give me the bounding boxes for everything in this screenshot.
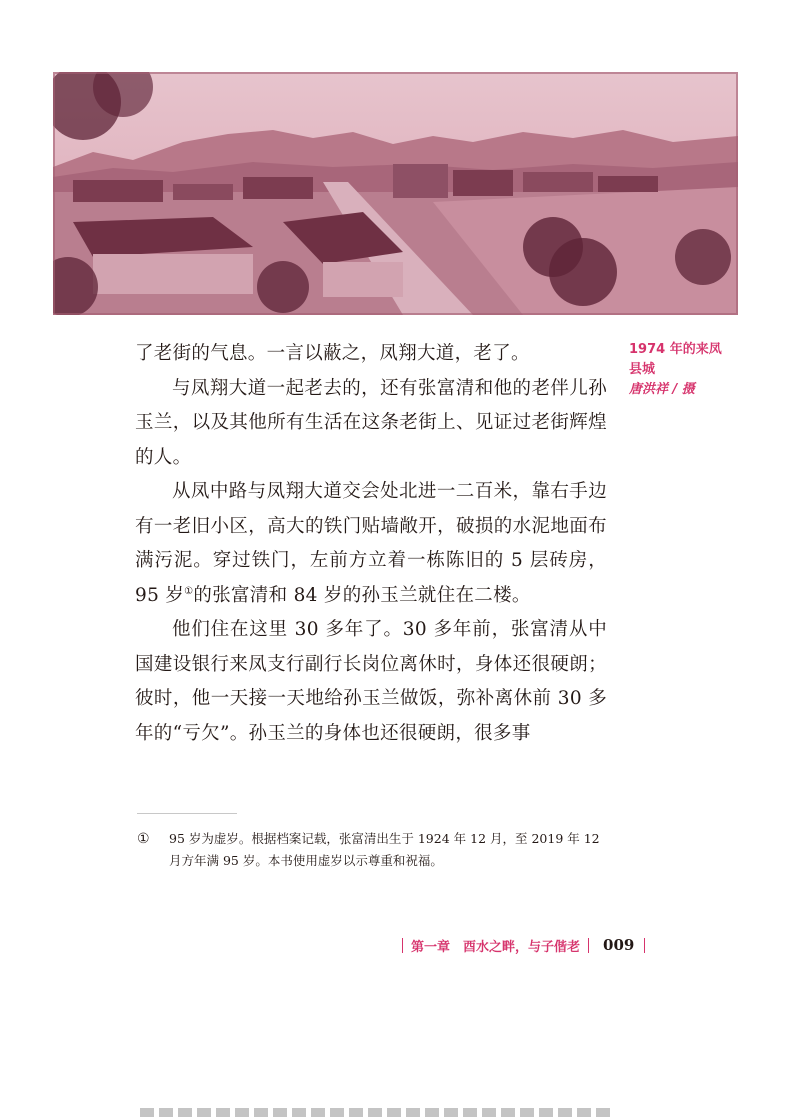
footnote	[137, 828, 612, 872]
caption-credit: 唐洪祥 / 摄	[629, 382, 695, 397]
paragraph-4: 他们住在这里 30 多年了。30 多年前，张富清从中国建设银行来凤支行副行长岗位离休时，身体还很硬朗；彼时，他一天接一天地给孙玉兰做饭，弥补离休前 30 多年的“亏欠”。孙玉兰的身体也还很硬朗，很多事	[135, 619, 607, 744]
paragraph-3	[135, 475, 607, 613]
photo-caption	[629, 340, 744, 400]
paragraph-3-part-1: 从凤中路与凤翔大道交会处北进一二百米，靠右手边有一老旧小区，高大的铁门贴墙敞开，破损的水泥地面布满污泥。穿过铁门，左前方立着一栋陈旧的 5 层砖房，95 岁	[135, 481, 607, 606]
town-photo-illustration	[53, 72, 738, 315]
next-page-edge	[140, 1108, 610, 1117]
footnote-reference[interactable]: ①	[184, 585, 194, 597]
page-number: 009	[603, 936, 635, 954]
chapter-title: 第一章 酉水之畔，与子偕老	[411, 939, 581, 955]
paragraph-2: 与凤翔大道一起老去的，还有张富清和他的老伴儿孙玉兰，以及其他所有生活在这条老街上、见证过老街辉煌的人。	[135, 377, 607, 468]
footnote-divider	[137, 813, 237, 814]
footer-divider-middle	[588, 938, 589, 953]
caption-title-line1: 1974 年的来凤	[629, 342, 722, 357]
footnote-mark: ①	[137, 831, 150, 847]
footnote-text: 95 岁为虚岁。根据档案记载，张富清出生于 1924 年 12 月，至 2019 年 12 月方年满 95 岁。本书使用虚岁以示尊重和祝福。	[169, 831, 600, 868]
paragraph-1: 了老街的气息。一言以蔽之，凤翔大道，老了。	[135, 343, 530, 364]
running-footer	[396, 934, 645, 956]
body-text	[135, 337, 607, 751]
footer-divider-right	[644, 938, 645, 953]
town-photo	[53, 72, 738, 315]
paragraph-3-part-2: 的张富清和 84 岁的孙玉兰就住在二楼。	[193, 584, 531, 606]
footer-divider-left	[402, 938, 403, 953]
caption-title-line2: 县城	[629, 362, 656, 377]
